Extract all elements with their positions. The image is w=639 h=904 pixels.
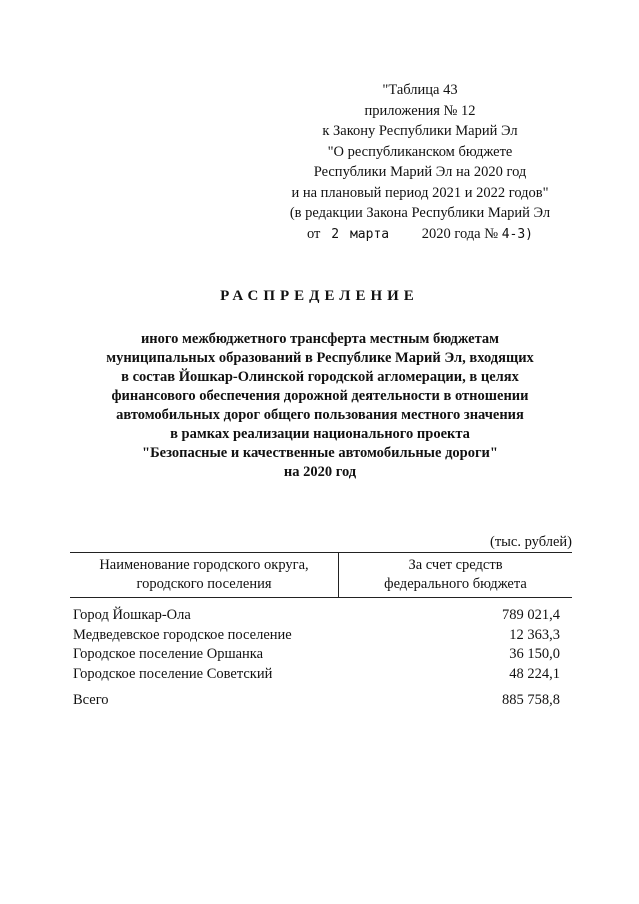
amendment-prefix: от bbox=[306, 225, 321, 242]
header-line: "О республиканском бюджете bbox=[327, 143, 513, 160]
total-value: 885 758,8 bbox=[502, 692, 560, 708]
table-header bbox=[70, 552, 572, 598]
subtitle-line: в рамках реализации национального проекта bbox=[170, 426, 470, 442]
appendix-header bbox=[270, 80, 570, 245]
column-header-federal bbox=[339, 553, 572, 597]
header-line: приложения № 12 bbox=[364, 102, 476, 119]
table-row bbox=[70, 645, 572, 665]
amendment-number: 4-3) bbox=[501, 226, 533, 242]
header-line: и на плановый период 2021 и 2022 годов" bbox=[291, 184, 549, 201]
row-value: 789 021,4 bbox=[502, 607, 560, 623]
subtitle-line: финансового обеспечения дорожной деятельности в отношении bbox=[111, 388, 529, 404]
table-row bbox=[70, 606, 572, 626]
header-line: к Закону Республики Марий Эл bbox=[322, 123, 518, 139]
total-label: Всего bbox=[73, 692, 109, 708]
row-name: Городское поселение Оршанка bbox=[73, 646, 264, 662]
row-value: 36 150,0 bbox=[509, 646, 560, 662]
column-header-name bbox=[70, 553, 339, 597]
column-header-line: городского поселения bbox=[136, 576, 272, 592]
row-name: Городское поселение Советский bbox=[73, 665, 273, 682]
document-title: РАСПРЕДЕЛЕНИЕ bbox=[220, 288, 419, 304]
subtitle-line: "Безопасные и качественные автомобильные дороги" bbox=[142, 445, 498, 461]
amendment-date-line bbox=[270, 224, 570, 246]
column-header-line: За счет средств bbox=[408, 557, 503, 573]
row-name: Город Йошкар-Ола bbox=[73, 607, 191, 623]
row-name: Медведевское городское поселение bbox=[73, 626, 292, 643]
document-subtitle bbox=[70, 330, 570, 482]
header-line: Республики Марий Эл на 2020 год bbox=[313, 164, 527, 180]
row-value: 12 363,3 bbox=[509, 626, 560, 643]
total-row bbox=[70, 691, 572, 711]
column-header-line: Наименование городского округа, bbox=[99, 557, 309, 573]
distribution-table bbox=[70, 552, 572, 711]
amendment-day: 2 bbox=[331, 226, 340, 242]
table-row bbox=[70, 626, 572, 646]
amendment-year: 2020 года № bbox=[421, 225, 499, 242]
units-label: (тыс. рублей) bbox=[490, 534, 572, 550]
column-header-line: федерального бюджета bbox=[384, 576, 527, 592]
amendment-month: марта bbox=[349, 226, 390, 242]
subtitle-line: в состав Йошкар-Олинской городской агломерации, в целях bbox=[121, 369, 519, 385]
header-line: (в редакции Закона Республики Марий Эл bbox=[289, 205, 551, 221]
subtitle-line: автомобильных дорог общего пользования местного значения bbox=[116, 407, 524, 423]
row-value: 48 224,1 bbox=[509, 665, 560, 682]
table-body bbox=[70, 606, 572, 711]
subtitle-line: на 2020 год bbox=[283, 464, 357, 480]
subtitle-line: иного межбюджетного трансферта местным бюджетам bbox=[140, 331, 500, 347]
table-row bbox=[70, 665, 572, 685]
subtitle-line: муниципальных образований в Республике Марий Эл, входящих bbox=[106, 350, 534, 366]
header-line: "Таблица 43 bbox=[382, 82, 458, 98]
